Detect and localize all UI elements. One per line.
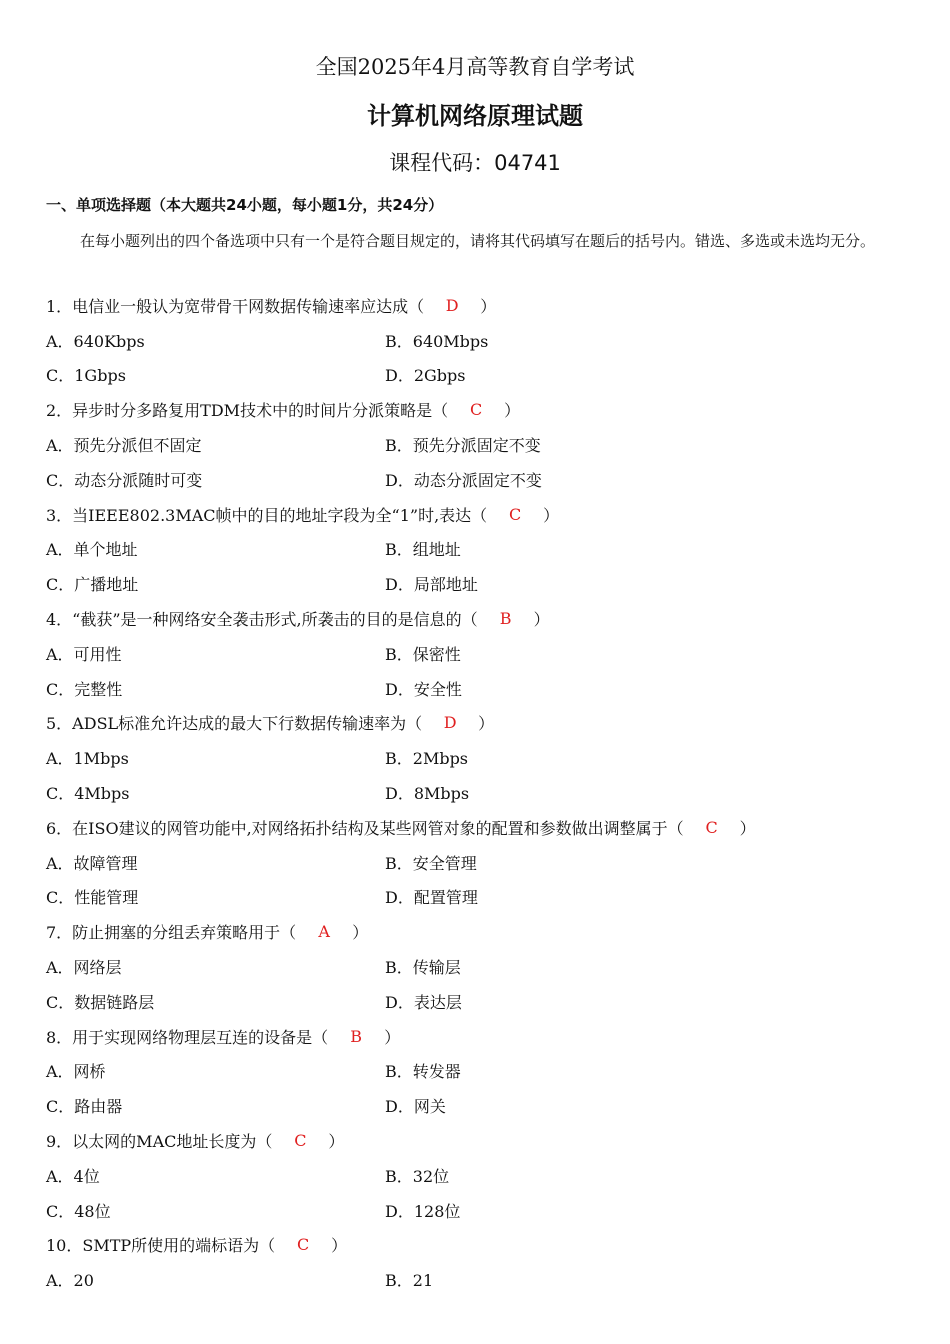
option-row [46, 1088, 926, 1123]
option-item: B．预先分派固定不变 [385, 436, 541, 456]
closing-paren: ） [384, 1027, 401, 1047]
option-item: A．640Kbps [46, 331, 145, 351]
option-item: B．保密性 [385, 644, 461, 664]
course-code: 课程代码：04741 [389, 151, 561, 175]
option-item: B．32位 [385, 1166, 450, 1186]
exam-subject-title: 计算机网络原理试题 [367, 102, 583, 130]
option-item: D．128位 [385, 1201, 461, 1221]
question-text: 9．以太网的MAC地址长度为（ [46, 1132, 273, 1152]
option-row [46, 358, 926, 393]
question-text: 7．防止拥塞的分组丢弃策略用于（ [46, 923, 297, 943]
closing-paren: ） [533, 610, 550, 630]
option-item: C．1Gbps [46, 366, 126, 386]
answer-mark: B [350, 1026, 363, 1046]
option-item: B．21 [385, 1271, 434, 1291]
option-row [46, 671, 926, 706]
option-item: D．2Gbps [385, 366, 466, 386]
closing-paren: ） [478, 714, 495, 734]
option-row [46, 566, 926, 601]
closing-paren: ） [328, 1132, 345, 1152]
option-item: D．局部地址 [385, 575, 478, 595]
exam-session-title: 全国2025年4月高等教育自学考试 [315, 55, 635, 79]
option-item: C．4Mbps [46, 784, 130, 804]
option-item: A．网络层 [46, 958, 122, 978]
answer-mark: B [499, 609, 512, 629]
option-item: A．网桥 [46, 1062, 106, 1082]
closing-paren: ） [352, 923, 369, 943]
option-row [46, 532, 926, 567]
question-stem [46, 706, 926, 741]
option-item: B．2Mbps [385, 749, 469, 769]
option-item: C．广播地址 [46, 575, 139, 595]
answer-mark: C [705, 817, 718, 837]
question-stem [46, 1228, 926, 1263]
option-item: D．表达层 [385, 992, 462, 1012]
option-item: A．单个地址 [46, 540, 138, 560]
option-item: A．4位 [46, 1166, 100, 1186]
question-stem [46, 288, 926, 323]
question-text: 10．SMTP所使用的端标语为（ [46, 1236, 276, 1256]
option-row [46, 1158, 926, 1193]
question-text: 6．在ISO建议的网管功能中,对网络拓扑结构及某些网管对象的配置和参数做出调整属于（ [46, 818, 684, 838]
option-row [46, 775, 926, 810]
question-stem [46, 914, 926, 949]
section-heading: 一、单项选择题（本大题共24小题，每小题1分，共24分） [46, 196, 444, 214]
option-row [46, 740, 926, 775]
closing-paren: ） [739, 818, 756, 838]
option-item: D．配置管理 [385, 888, 478, 908]
question-list [46, 288, 926, 1297]
question-text: 3．当IEEE802.3MAC帧中的目的地址字段为全“1”时,表达（ [46, 505, 488, 525]
option-item: B．转发器 [385, 1062, 461, 1082]
option-item: C．完整性 [46, 679, 123, 699]
option-row [46, 984, 926, 1019]
question-text: 2．异步时分多路复用TDM技术中的时间片分派策略是（ [46, 401, 449, 421]
closing-paren: ） [331, 1236, 348, 1256]
option-item: B．组地址 [385, 540, 461, 560]
option-item: B．安全管理 [385, 853, 477, 873]
question-text: 5．ADSL标准允许达成的最大下行数据传输速率为（ [46, 714, 423, 734]
option-item: A．20 [46, 1271, 94, 1291]
answer-mark: C [294, 1131, 307, 1151]
option-item: B．640Mbps [385, 331, 489, 351]
option-row [46, 636, 926, 671]
option-row [46, 1193, 926, 1228]
option-item: A．故障管理 [46, 853, 138, 873]
option-item: A．预先分派但不固定 [46, 436, 202, 456]
option-row [46, 880, 926, 915]
option-item: C．性能管理 [46, 888, 139, 908]
question-stem [46, 810, 926, 845]
answer-mark: C [509, 504, 522, 524]
question-stem [46, 1123, 926, 1158]
closing-paren: ） [504, 401, 521, 421]
answer-mark: D [445, 295, 459, 315]
option-row [46, 1054, 926, 1089]
option-item: C．动态分派随时可变 [46, 470, 203, 490]
option-item: A．1Mbps [46, 749, 129, 769]
answer-mark: C [297, 1235, 310, 1255]
option-item: B．传输层 [385, 958, 461, 978]
option-row [46, 323, 926, 358]
answer-mark: A [318, 922, 330, 942]
question-stem [46, 497, 926, 532]
closing-paren: ） [480, 296, 497, 316]
option-item: D．安全性 [385, 679, 462, 699]
option-item: C．数据链路层 [46, 992, 155, 1012]
question-stem [46, 601, 926, 636]
option-item: C．路由器 [46, 1097, 123, 1117]
closing-paren: ） [543, 505, 560, 525]
option-row [46, 1262, 926, 1297]
option-item: D．8Mbps [385, 784, 470, 804]
option-row [46, 462, 926, 497]
option-item: C．48位 [46, 1201, 111, 1221]
option-row [46, 845, 926, 880]
question-stem [46, 1019, 926, 1054]
option-item: D．动态分派固定不变 [385, 470, 542, 490]
question-text: 4．“截获”是一种网络安全袭击形式,所袭击的目的是信息的（ [46, 610, 478, 630]
question-text: 1．电信业一般认为宽带骨干网数据传输速率应达成（ [46, 296, 425, 316]
question-stem [46, 392, 926, 427]
option-item: A．可用性 [46, 644, 122, 664]
section-instruction: 在每小题列出的四个备选项中只有一个是符合题目规定的，请将其代码填写在题后的括号内。错选、多选或未选均无分。 [80, 232, 876, 250]
answer-mark: C [469, 400, 483, 420]
answer-mark: D [443, 713, 457, 733]
option-row [46, 427, 926, 462]
option-row [46, 949, 926, 984]
question-text: 8．用于实现网络物理层互连的设备是（ [46, 1027, 329, 1047]
option-item: D．网关 [385, 1097, 446, 1117]
